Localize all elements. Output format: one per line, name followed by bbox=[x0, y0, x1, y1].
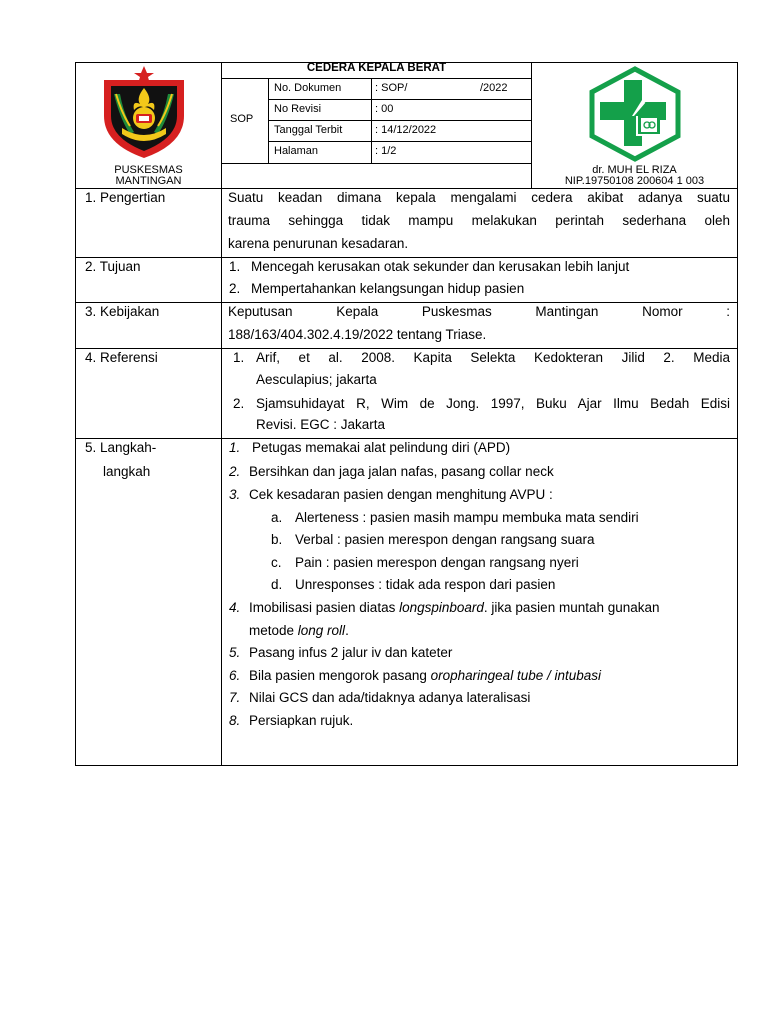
field-label-halaman: Halaman bbox=[274, 145, 319, 157]
step-6: Bila pasien mengorok pasang oropharingeal tube / intubasi bbox=[249, 668, 601, 683]
step-num-8: 8. bbox=[229, 713, 241, 728]
kebijakan-line-1: Keputusan Kepala Puskesmas Mantingan Nomor : bbox=[228, 304, 730, 319]
pengertian-line-3: karena penurunan kesadaran. bbox=[228, 236, 409, 251]
step-num-6: 6. bbox=[229, 668, 241, 683]
step-num-4: 4. bbox=[229, 600, 241, 615]
puskesmas-logo bbox=[586, 66, 684, 162]
field-value-no-revisi: : 00 bbox=[375, 103, 394, 115]
avpu-b: Verbal : pasien merespon dengan rangsang suara bbox=[295, 532, 595, 547]
step-num-5: 5. bbox=[229, 645, 241, 660]
step-4-line-2: metode long roll. bbox=[249, 623, 349, 638]
avpu-num-c: c. bbox=[271, 555, 282, 570]
field-value-no-dokumen: : SOP/ bbox=[375, 82, 408, 94]
avpu-num-d: d. bbox=[271, 577, 283, 592]
section-label-pengertian: 1. Pengertian bbox=[85, 190, 166, 205]
pengertian-line-2: trauma sehingga tidak mampu melakukan perintah sederhana oleh bbox=[228, 213, 730, 228]
section-label-kebijakan: 3. Kebijakan bbox=[85, 304, 160, 319]
section-label-langkah-2: langkah bbox=[103, 464, 151, 479]
avpu-a: Alerteness : pasien masih mampu membuka mata sendiri bbox=[295, 510, 639, 525]
referensi-1-line-2: Aesculapius; jakarta bbox=[256, 372, 377, 387]
tujuan-num-1: 1. bbox=[229, 259, 241, 274]
signatory: dr. MUH EL RIZA NIP.19750108 200604 1 003 bbox=[564, 164, 705, 187]
field-value-tanggal-terbit: : 14/12/2022 bbox=[375, 124, 437, 136]
sop-label: SOP bbox=[230, 113, 254, 125]
field-label-tanggal-terbit: Tanggal Terbit bbox=[274, 124, 343, 136]
org-name: PUSKESMAS MANTINGAN bbox=[114, 164, 183, 187]
referensi-2-line-1: Sjamsuhidayat R, Wim de Jong. 1997, Buku Ajar Ilmu Bedah Edisi bbox=[256, 396, 730, 411]
tujuan-item-1: Mencegah kerusakan otak sekunder dan kerusakan lebih lanjut bbox=[251, 259, 630, 274]
referensi-1-line-1: Arif, et al. 2008. Kapita Selekta Kedokteran Jilid 2. Media bbox=[256, 350, 730, 365]
avpu-d: Unresponses : tidak ada respon dari pasien bbox=[295, 577, 556, 592]
field-value-halaman: : 1/2 bbox=[375, 145, 397, 157]
step-8: Persiapkan rujuk. bbox=[249, 713, 354, 728]
step-num-2: 2. bbox=[229, 464, 241, 479]
section-label-referensi: 4. Referensi bbox=[85, 350, 158, 365]
kebijakan-line-2: 188/163/404.302.4.19/2022 tentang Triase. bbox=[228, 327, 487, 342]
pengertian-line-1: Suatu keadan dimana kepala mengalami cedera akibat adanya suatu bbox=[228, 190, 730, 205]
field-label-no-dokumen: No. Dokumen bbox=[274, 82, 342, 94]
section-label-langkah: 5. Langkah- bbox=[85, 440, 157, 455]
field-label-no-revisi: No Revisi bbox=[274, 103, 322, 115]
step-4-line-1: Imobilisasi pasien diatas longspinboard. jika pasien muntah gunakan bbox=[249, 600, 660, 615]
avpu-c: Pain : pasien merespon dengan rangsang nyeri bbox=[295, 555, 579, 570]
step-3: Cek kesadaran pasien dengan menghitung AVPU : bbox=[249, 487, 553, 502]
step-1: Petugas memakai alat pelindung diri (APD) bbox=[252, 440, 511, 455]
step-num-7: 7. bbox=[229, 690, 241, 705]
tujuan-item-2: Mempertahankan kelangsungan hidup pasien bbox=[251, 281, 525, 296]
step-5: Pasang infus 2 jalur iv dan kateter bbox=[249, 645, 453, 660]
referensi-2-line-2: Revisi. EGC : Jakarta bbox=[256, 417, 386, 432]
field-extra-year: /2022 bbox=[480, 82, 508, 94]
step-num-1: 1. bbox=[229, 440, 241, 455]
step-7: Nilai GCS dan ada/tidaknya adanya lateralisasi bbox=[249, 690, 531, 705]
tujuan-num-2: 2. bbox=[229, 281, 241, 296]
referensi-num-2: 2. bbox=[233, 396, 245, 411]
coat-of-arms-logo bbox=[98, 64, 194, 160]
step-num-3: 3. bbox=[229, 487, 241, 502]
referensi-num-1: 1. bbox=[233, 350, 245, 365]
avpu-num-a: a. bbox=[271, 510, 283, 525]
step-2: Bersihkan dan jaga jalan nafas, pasang collar neck bbox=[249, 464, 554, 479]
section-label-tujuan: 2. Tujuan bbox=[85, 259, 141, 274]
document-title: CEDERA KEPALA BERAT bbox=[306, 62, 447, 74]
avpu-num-b: b. bbox=[271, 532, 283, 547]
